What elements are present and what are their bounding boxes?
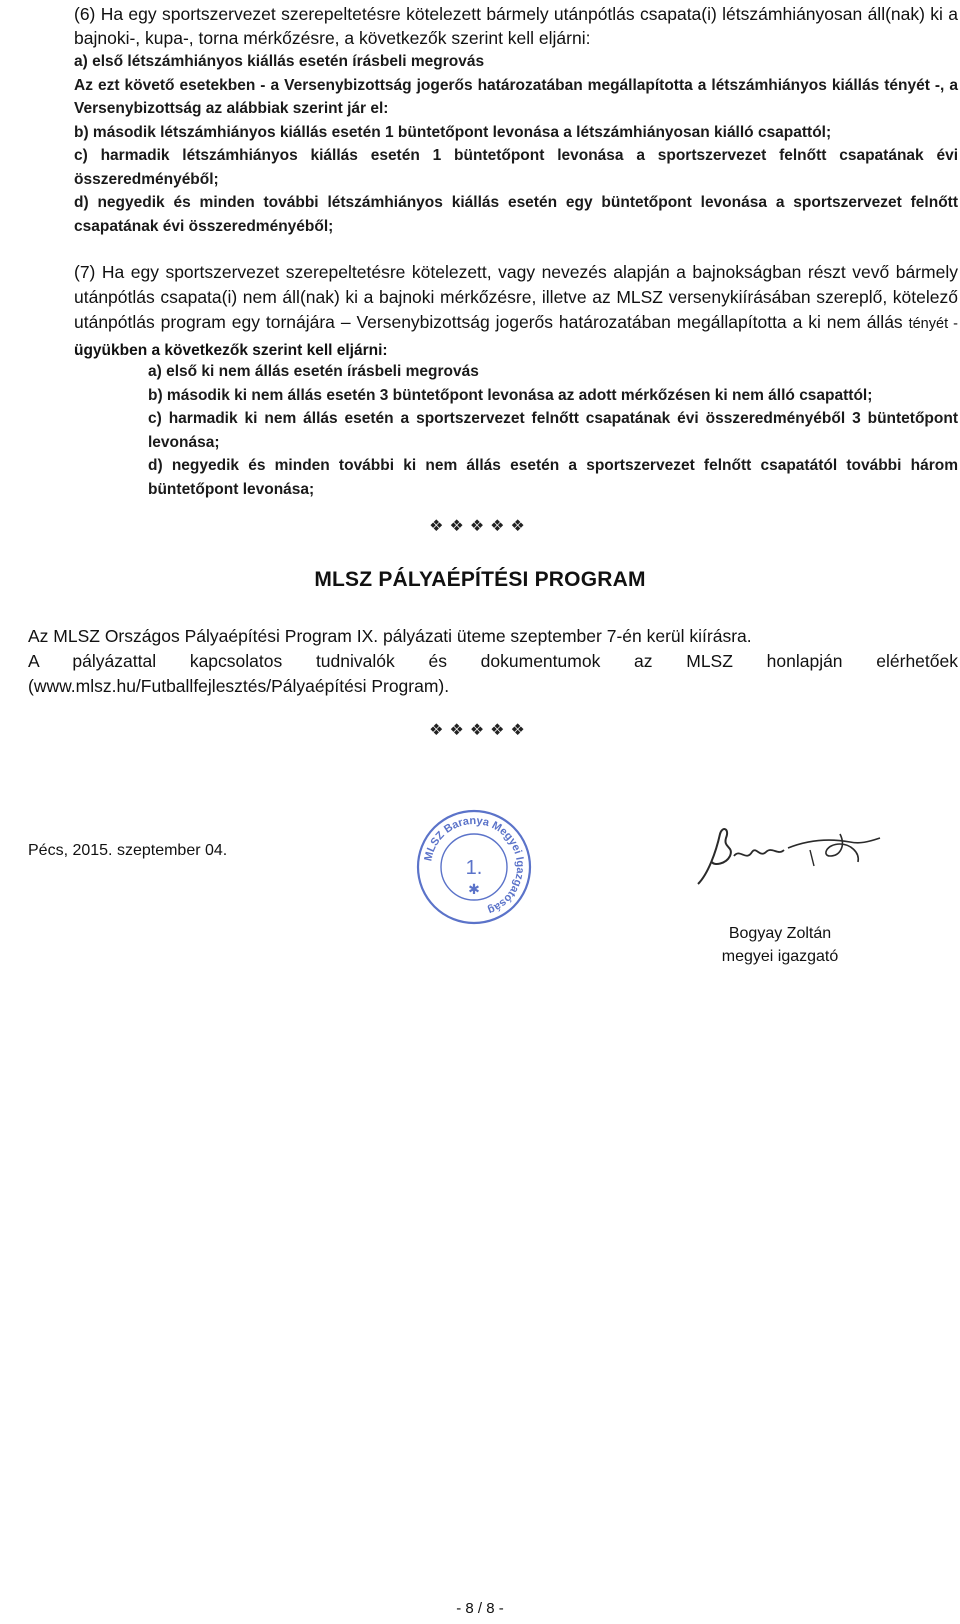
signer-title: megyei igazgató: [721, 948, 839, 965]
program-text: [28, 624, 958, 699]
section-7-list: [148, 360, 958, 501]
section-7-item-d: d) negyedik és minden további ki nem állás esetén a sportszervezet felnőtt csapatától további három büntetőpont levonása;: [148, 457, 958, 498]
stamp-number: 1.: [465, 857, 483, 879]
section-6-subsequent-cases: Az ezt követő esetekben - a Versenybizottság jogerős határozatában megállapította a létszámhiányos kiállás tényét -, a Versenybizottság az alábbiak szerint jár el:: [74, 76, 958, 117]
section-7-item-b: b) második ki nem állás esetén 3 büntetőpont levonása az adott mérkőzésen ki nem álló csapattól;: [148, 386, 873, 404]
program-line-1: Az MLSZ Országos Pályaépítési Program IX. pályázati üteme szeptember 7-én kerül kiírásra.: [28, 626, 752, 646]
program-title: MLSZ PÁLYAÉPÍTÉSI PROGRAM: [314, 568, 646, 591]
section-7-intro-main: (7) Ha egy sportszervezet szerepeltetésre kötelezett, vagy nevezés alapján a bajnokságban részt vevő bármely utánpótlás csapata(i) nem áll(nak) ki a bajnoki mérkőzésre, illetve az MLSZ versenykiírásában szereplő, kötelező utánpótlás program egy tornájára – Versenybizottság jogerős határozatában megállapította a ki nem állás: [74, 262, 958, 332]
program-line-2: A pályázattal kapcsolatos tudnivalók és dokumentumok az MLSZ honlapján elérhetőek (www.mlsz.hu/Futballfejlesztés/Pályaépítési Program).: [28, 651, 958, 696]
section-6-item-a: a) első létszámhiányos kiállás esetén írásbeli megrovás: [74, 53, 485, 70]
signer-name: Bogyay Zoltán: [728, 925, 832, 942]
official-stamp: [415, 808, 533, 926]
section-6-list: [74, 50, 958, 238]
section-7-intro: [74, 260, 958, 363]
ornament-divider-1: ❖❖❖❖❖: [429, 518, 531, 535]
section-7-item-a: a) első ki nem állás esetén írásbeli megrovás: [148, 363, 479, 380]
section-7-intro-bold: ügyükben a következők szerint kell eljárni:: [74, 342, 388, 359]
ornament-divider-2: ❖❖❖❖❖: [429, 722, 531, 739]
place-and-date: Pécs, 2015. szeptember 04.: [28, 842, 228, 859]
handwritten-signature: [690, 822, 900, 892]
section-7-intro-small: tényét -: [908, 316, 958, 332]
signer-block: [690, 922, 870, 968]
section-6-intro: (6) Ha egy sportszervezet szerepeltetésre kötelezett bármely utánpótlás csapata(i) létszámhiányosan áll(nak) ki a bajnoki-, kupa-, torna mérkőzésre, a következők szerint kell eljárni:: [74, 4, 958, 48]
section-6-item-d: d) negyedik és minden további létszámhiányos kiállás esetén egy büntetőpont levonása a sportszervezet felnőtt csapatának évi összeredményéből;: [74, 194, 958, 235]
section-6-item-c: c) harmadik létszámhiányos kiállás esetén 1 büntetőpont levonása a sportszervezet felnőtt csapatának évi összeredményéből;: [74, 147, 958, 188]
section-6-item-b: b) második létszámhiányos kiállás esetén 1 büntetőpont levonása a létszámhiányosan kiálló csapattól;: [74, 123, 832, 141]
section-7-item-c: c) harmadik ki nem állás esetén a sportszervezet felnőtt csapatának évi összeredményéből 3 büntetőpont levonása;: [148, 410, 958, 451]
stamp-ring-text: MLSZ Baranya Megyei Igazgatóság: [422, 814, 527, 917]
stamp-star-icon: ✱: [468, 881, 480, 897]
page-number: - 8 / 8 -: [456, 1600, 504, 1617]
